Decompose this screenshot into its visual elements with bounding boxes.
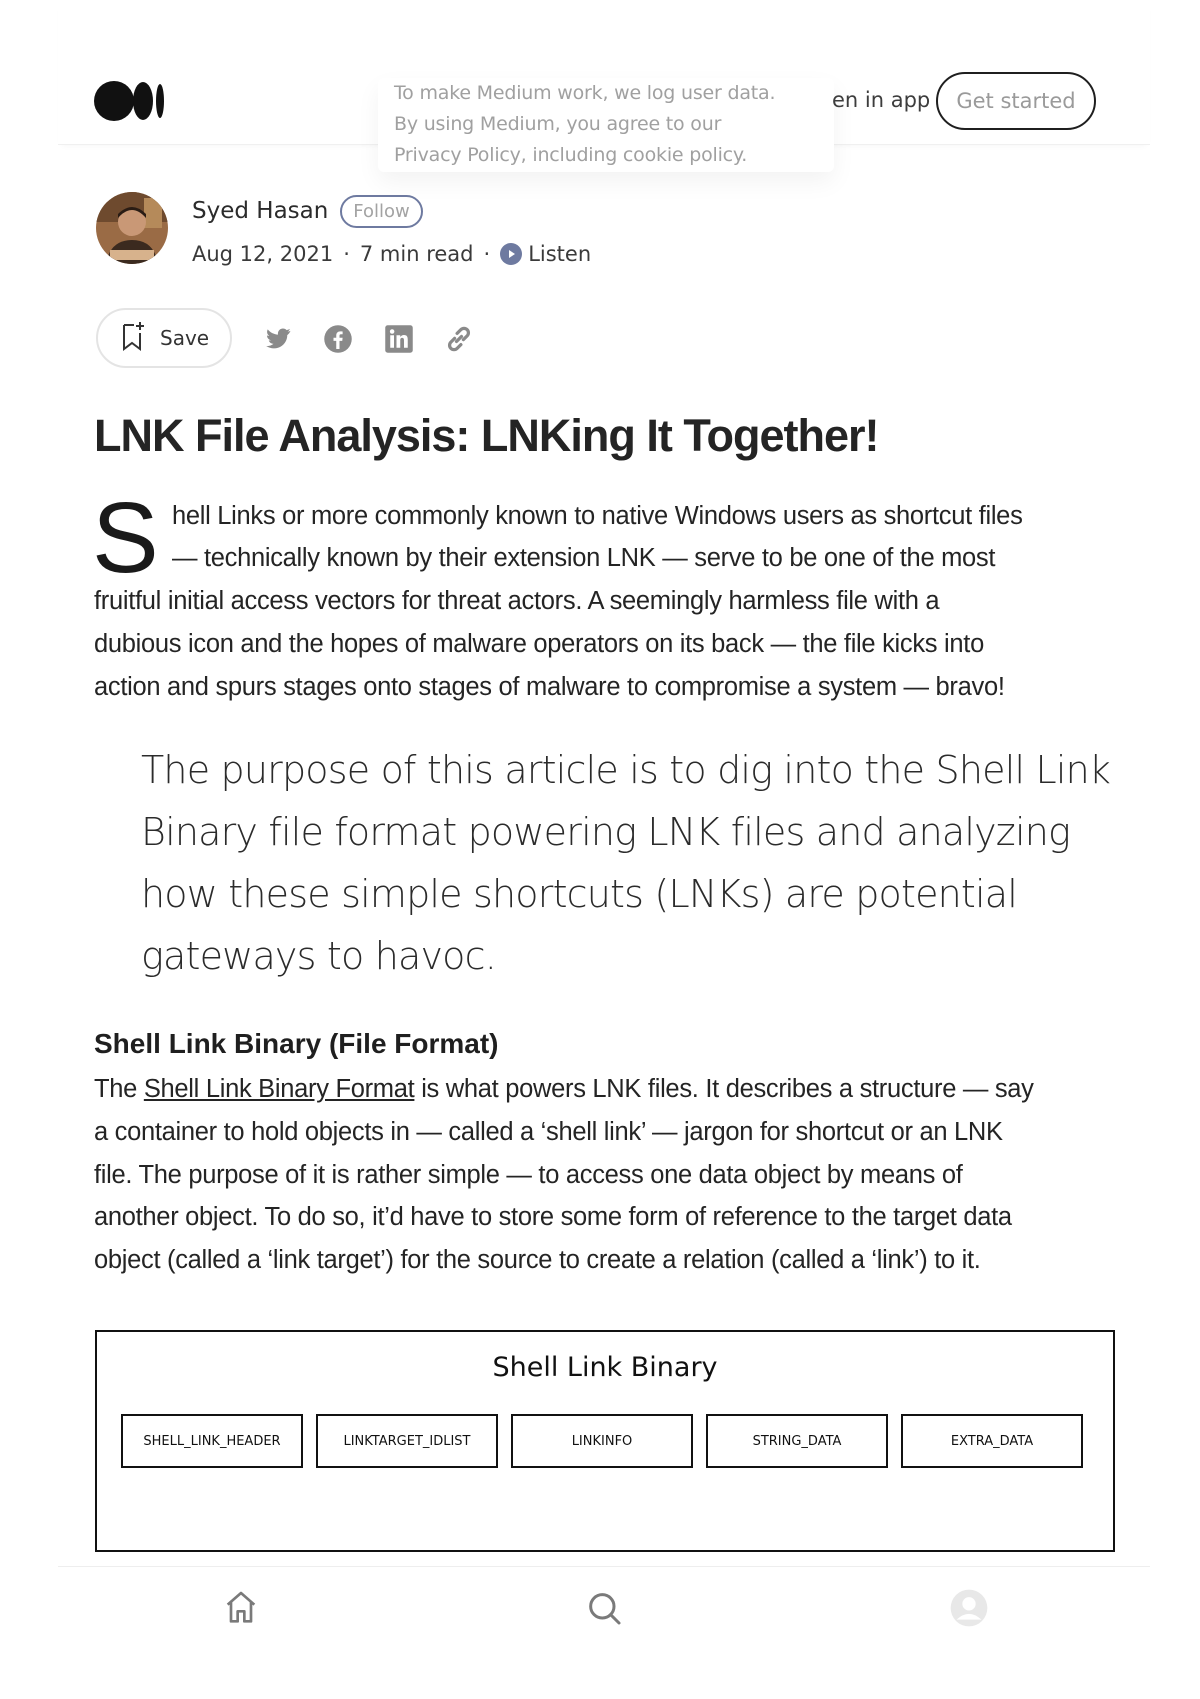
- cookie-line: To make Medium work, we log user data.: [394, 82, 776, 104]
- article-meta: [192, 242, 591, 266]
- paragraph-line: — technically known by their extension LNK — serve to be one of the most: [172, 544, 996, 572]
- paragraph-line: object (called a ‘link target’) for the source to create a relation (called a ‘link’) to it.: [94, 1246, 981, 1274]
- diagram-box: LINKINFO: [511, 1414, 693, 1468]
- pullquote-line: gateways to havoc.: [141, 934, 497, 978]
- diagram-box: LINKTARGET_IDLIST: [316, 1414, 498, 1468]
- text-span: is what powers LNK files. It describes a structure — say: [414, 1075, 1034, 1103]
- diagram-box: STRING_DATA: [706, 1414, 888, 1468]
- medium-logo[interactable]: [94, 80, 166, 122]
- publish-date: Aug 12, 2021: [192, 242, 334, 266]
- bookmark-add-icon: [120, 321, 146, 356]
- bottom-nav: [58, 1566, 1150, 1699]
- paragraph-line: a container to hold objects in — called a ‘shell link’ — jargon for shortcut or an LNK: [94, 1118, 1003, 1146]
- separator-dot: ·: [343, 242, 350, 266]
- profile-icon[interactable]: [949, 1588, 989, 1628]
- read-time: 7 min read: [359, 242, 474, 266]
- drop-cap: S: [92, 482, 159, 594]
- text-span: The: [94, 1075, 144, 1103]
- pullquote-line: The purpose of this article is to dig into the Shell Link: [141, 748, 1111, 792]
- paragraph-line: [94, 1075, 1034, 1104]
- article-title: LNK File Analysis: LNKing It Together!: [94, 410, 879, 461]
- diagram-title: Shell Link Binary: [492, 1352, 718, 1383]
- get-started-button[interactable]: Get started: [936, 72, 1096, 130]
- save-label: Save: [160, 326, 210, 350]
- open-in-app-link[interactable]: en in app: [832, 88, 931, 112]
- cookie-notice: [378, 78, 834, 172]
- shell-link-format-link[interactable]: Shell Link Binary Format: [143, 1075, 415, 1103]
- paragraph-line: fruitful initial access vectors for threat actors. A seemingly harmless file with a: [94, 587, 940, 615]
- diagram-box: EXTRA_DATA: [901, 1414, 1083, 1468]
- paragraph-line: action and spurs stages onto stages of malware to compromise a system — bravo!: [94, 673, 1005, 701]
- section-heading: Shell Link Binary (File Format): [94, 1028, 499, 1059]
- copy-link-icon[interactable]: [444, 324, 474, 354]
- pullquote-line: Binary file format powering LNK files and analyzing: [141, 810, 1070, 854]
- paragraph-line: another object. To do so, it’d have to store some form of reference to the target data: [94, 1203, 1012, 1231]
- search-icon[interactable]: [584, 1588, 624, 1628]
- home-icon[interactable]: [221, 1588, 261, 1628]
- author-avatar[interactable]: [96, 192, 168, 264]
- save-button[interactable]: [96, 308, 232, 368]
- listen-button[interactable]: Listen: [528, 242, 592, 266]
- play-icon[interactable]: [500, 243, 522, 265]
- facebook-icon[interactable]: [323, 324, 353, 354]
- diagram-box: SHELL_LINK_HEADER: [121, 1414, 303, 1468]
- cookie-line: By using Medium, you agree to our: [394, 113, 722, 135]
- linkedin-icon[interactable]: [384, 324, 414, 354]
- separator-dot: ·: [483, 242, 491, 266]
- paragraph-line: dubious icon and the hopes of malware operators on its back — the file kicks into: [94, 630, 984, 658]
- cookie-line: Privacy Policy, including cookie policy.: [394, 144, 748, 166]
- follow-button[interactable]: Follow: [340, 195, 423, 228]
- paragraph-line: hell Links or more commonly known to native Windows users as shortcut files: [172, 502, 1023, 530]
- author-name[interactable]: Syed Hasan: [192, 198, 329, 224]
- twitter-icon[interactable]: [263, 324, 293, 354]
- pullquote-line: how these simple shortcuts (LNKs) are potential: [141, 872, 1018, 916]
- paragraph-line: file. The purpose of it is rather simple — to access one data object by means of: [94, 1161, 963, 1189]
